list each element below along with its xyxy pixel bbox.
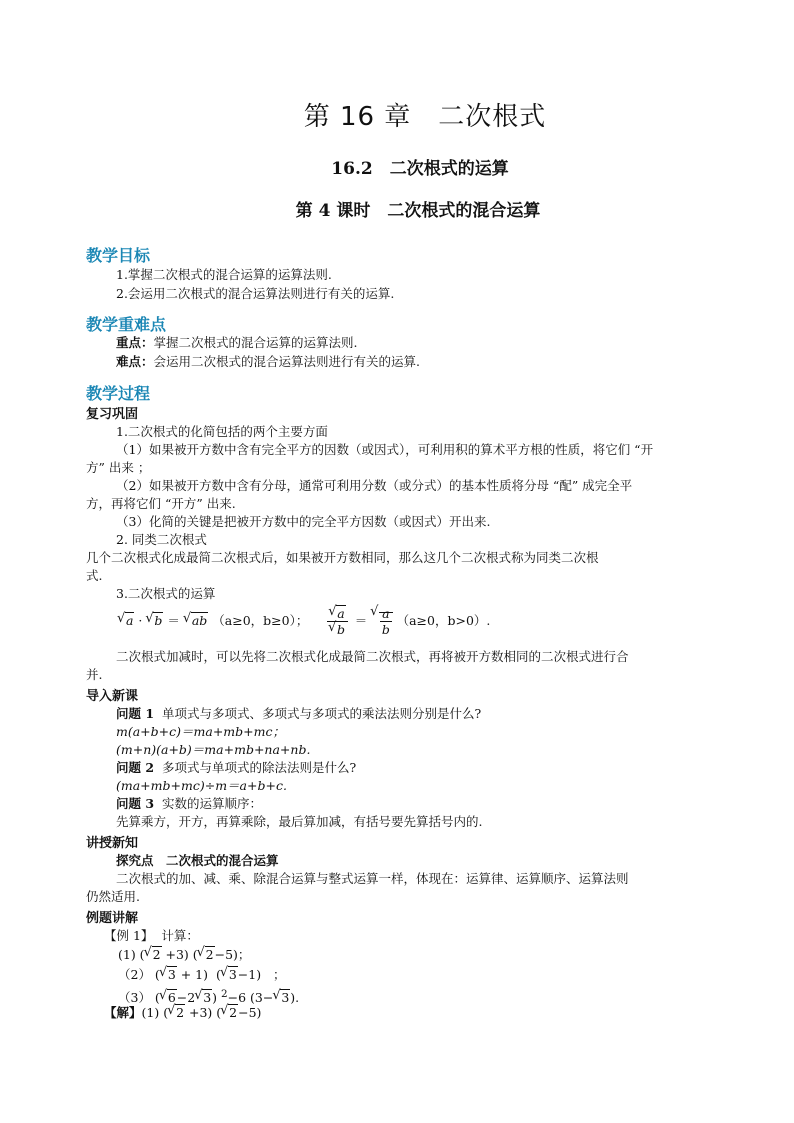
question-2-text: 多项式与单项式的除法法则是什么? (162, 760, 357, 775)
question-3-answer: 先算乘方，开方，再算乘除，最后算加减，有括号要先算括号内的. (116, 814, 483, 829)
solution-1: 【解】(1) (√ 2 +3) (√ 2−5) (104, 1004, 261, 1021)
example-1 (104, 927, 199, 944)
goal-item-2: 2.会运用二次根式的混合运算法则进行有关的运算. (116, 286, 395, 301)
review-p1: 1.二次根式的化简包括的两个主要方面 (116, 424, 328, 439)
fraction-sqrt-a-over-sqrt-b: √ a √ b (327, 606, 347, 637)
formula-condition-1: （a≥0，b≥0）； (212, 613, 309, 628)
review-p3b: 方，再将它们 “开方” 出来. (86, 496, 236, 511)
review-heading: 复习巩固 (86, 407, 139, 422)
review-p2b: 方” 出来 ； (86, 460, 151, 475)
process-heading: 教学过程 (86, 384, 151, 403)
key-point-text: 掌握二次根式的混合运算的运算法则. (153, 335, 358, 350)
hard-point-line (116, 353, 420, 370)
new-knowledge-heading: 讲授新知 (86, 836, 139, 851)
review-p8b: 并. (86, 667, 103, 682)
question-3 (116, 795, 262, 812)
review-p7: 3.二次根式的运算 (116, 586, 216, 601)
review-p3a: （2）如果被开方数中含有分母，通常可利用分数（或分式）的基本性质将分母 “配” 成完全平 (116, 478, 633, 493)
sqrt-ab: √ ab (184, 613, 208, 628)
key-point-line (116, 334, 358, 351)
goals-heading: 教学目标 (86, 246, 151, 265)
hard-point-text: 会运用二次根式的混合运算法则进行有关的运算. (153, 354, 420, 369)
key-point-label: 重点： (116, 335, 154, 350)
example-1-text: 计算： (161, 928, 199, 943)
intro-heading: 导入新课 (86, 689, 139, 704)
example-1-part-2: （2） (√ 3 + 1) (√ 3−1) ； (118, 966, 286, 983)
question-2-label: 问题 2 (116, 760, 155, 775)
solution-label: 【解】 (104, 1005, 142, 1020)
chapter-title: 第 16 章 二次根式 (303, 102, 547, 132)
example-1-label: 【例 1】 (104, 928, 154, 943)
question-2 (116, 759, 356, 776)
sqrt-b: √ b (146, 613, 163, 628)
question-1-formula-2: (m+n)(a+b)＝ma+mb+na+nb. (116, 742, 311, 757)
review-p5: 2. 同类二次根式 (116, 532, 207, 547)
example-1-part-1: (1) (√ 2 +3) (√ 2−5)； (118, 946, 250, 963)
example-1-part-3: （3） (√ 6−2√ 3) $^2$−6 (3−√ 3). (118, 986, 299, 1006)
question-1 (116, 705, 481, 722)
examples-heading: 例题讲解 (86, 911, 139, 926)
review-p6b: 式. (86, 568, 103, 583)
explore-point-title: 探究点 二次根式的混合运算 (116, 853, 279, 868)
review-p2a: （1）如果被开方数中含有完全平方的因数（或因式），可利用积的算术平方根的性质，将它们 “开 (116, 442, 654, 457)
lesson-title: 第 4 课时 二次根式的混合运算 (295, 201, 541, 221)
sqrt-a: √ a (118, 613, 134, 628)
question-1-label: 问题 1 (116, 706, 155, 721)
section-title: 16.2 二次根式的运算 (331, 159, 509, 179)
review-p4: （3）化简的关键是把被开方数中的完全平方因数（或因式）开出来. (116, 514, 491, 529)
review-p8a: 二次根式加减时，可以先将二次根式化成最简二次根式，再将被开方数相同的二次根式进行合 (116, 649, 629, 664)
review-p6a: 几个二次根式化成最简二次根式后，如果被开方数相同，那么这几个二次根式称为同类二次根 (86, 550, 599, 565)
hard-point-label: 难点： (116, 354, 154, 369)
question-3-text: 实数的运算顺序： (162, 796, 263, 811)
question-3-label: 问题 3 (116, 796, 155, 811)
question-1-formula-1: m(a+b+c)＝ma+mb+mc； (116, 724, 285, 739)
goal-item-1: 1.掌握二次根式的混合运算的运算法则. (116, 267, 332, 282)
question-1-text: 单项式与多项式、多项式与多项式的乘法法则分别是什么? (162, 706, 482, 721)
formula-condition-2: （a≥0，b>0）. (396, 613, 491, 628)
radical-operation-formulas: √ a · √ b ＝ √ ab （a≥0，b≥0）； √ a √ b ＝ √ $\frac{a}{b}$ （a≥0，b>0）. (118, 606, 490, 637)
key-points-heading: 教学重难点 (86, 315, 167, 334)
question-2-formula: (ma+mb+mc)÷m＝a+b+c. (116, 778, 287, 793)
sqrt-a-over-b: √ $\frac{a}{b}$ (371, 606, 392, 637)
new-knowledge-p1a: 二次根式的加、减、乘、除混合运算与整式运算一样，体现在：运算律、运算顺序、运算法则 (116, 871, 629, 886)
new-knowledge-p1b: 仍然适用. (86, 889, 140, 904)
